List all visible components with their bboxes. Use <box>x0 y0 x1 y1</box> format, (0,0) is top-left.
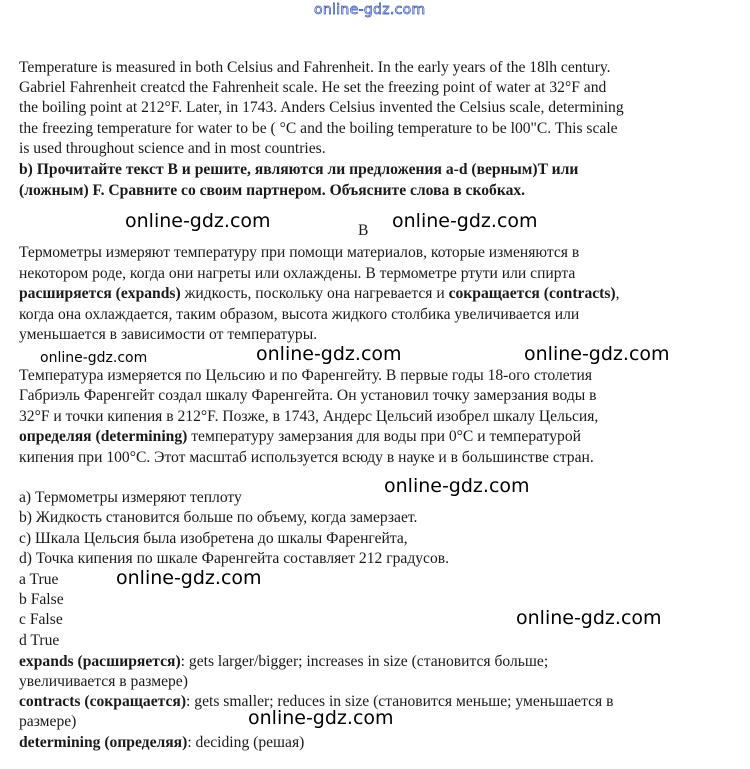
text-b2-line-4-rest: температуру замерзания для воды при 0°C и температурой <box>187 428 581 445</box>
glossary-expands-term: expands (расширяется) <box>19 653 181 670</box>
glossary-determining-term: determining (определяя) <box>19 734 188 751</box>
task-b-line-2: (ложным) F. Сравните со своим партнером. Объясните слова в скобках. <box>19 182 526 199</box>
watermark: online-gdz.com <box>40 350 148 366</box>
text-b2-line-2: Габриэль Фаренгейт создал шкалу Фаренгейта. Он установил точку замерзания воды в <box>19 387 597 404</box>
term-expands: расширяется (expands) <box>19 285 181 302</box>
statement-b: b) Жидкость становится больше по объему, когда замерзает. <box>19 509 418 526</box>
text-b1-line-3 <box>19 284 620 304</box>
term-contracts: сокращается (contracts) <box>448 285 616 302</box>
english-line-1: Temperature is measured in both Celsius and Fahrenheit. In the early years of the 18lh century. <box>19 59 611 76</box>
watermark: online-gdz.com <box>256 343 402 365</box>
answer-c: c False <box>19 611 63 628</box>
watermark: online-gdz.com <box>125 210 271 232</box>
watermark: online-gdz.com <box>524 343 670 365</box>
watermark: online-gdz.com <box>248 707 394 729</box>
text-b2-line-4 <box>19 427 581 447</box>
watermark: online-gdz.com <box>116 567 262 589</box>
statement-c: c) Шкала Цельсия была изобретена до шкалы Фаренгейта, <box>19 530 408 547</box>
text-b1-line-3-end: , <box>615 285 620 302</box>
glossary-determining-def: : deciding (решая) <box>187 734 305 751</box>
statement-d: d) Точка кипения по шкале Фаренгейта составляет 212 градусов. <box>19 550 450 567</box>
glossary-expands-def: : gets larger/bigger; increases in size (становится больше; <box>180 653 549 670</box>
text-b1-line-5: уменьшается в зависимости от температуры. <box>19 326 318 343</box>
text-b1-line-2: некотором роде, когда они нагреты или охлаждены. В термометре ртути или спирта <box>19 265 576 282</box>
english-line-4: the freezing temperature for water to be ( °C and the boiling temperature to be l00"C. This scale <box>19 120 618 137</box>
statement-a: a) Термометры измеряют теплоту <box>19 489 242 506</box>
text-b2-line-5: кипения при 100°C. Этот масштаб используется всюду в науке и в большинстве стран. <box>19 449 594 466</box>
answer-d: d True <box>19 632 60 649</box>
glossary-contracts-cont: размере) <box>19 713 77 730</box>
glossary-expands-cont: увеличивается в размере) <box>19 673 188 690</box>
watermark-top: online-gdz.com <box>314 2 426 18</box>
glossary-determining <box>19 733 304 753</box>
watermark: online-gdz.com <box>392 210 538 232</box>
answer-b: b False <box>19 591 64 608</box>
term-determining: определяя (determining) <box>19 428 188 445</box>
watermark: online-gdz.com <box>516 607 662 629</box>
section-label: B <box>358 222 369 239</box>
glossary-contracts-def: : gets smaller; reduces in size (становится меньше; уменьшается в <box>186 693 614 710</box>
watermark: online-gdz.com <box>384 475 530 497</box>
glossary-expands <box>19 652 548 672</box>
answer-a: a True <box>19 571 59 588</box>
glossary-contracts-term: contracts (сокращается) <box>19 693 187 710</box>
text-b1-line-4: когда она охлаждается, таким образом, высота жидкого столбика увеличивается или <box>19 306 580 323</box>
text-b1-line-3-mid: жидкость, поскольку она нагревается и <box>180 285 449 302</box>
task-b-line-1: b) Прочитайте текст B и решите, являются ли предложения a-d (верным)T или <box>19 161 579 178</box>
text-b2-line-3: 32°F и точки кипения в 212°F. Позже, в 1743, Андерс Цельсий изобрел шкалу Цельсия, <box>19 408 599 425</box>
text-b1-line-1: Термометры измеряют температуру при помощи материалов, которые изменяются в <box>19 244 580 261</box>
english-line-5: is used throughout science and in most countries. <box>19 140 326 157</box>
english-line-2: Gabriel Fahrenheit creatcd the Fahrenheit scale. He set the freezing point of water at 32°F and <box>19 79 607 96</box>
english-line-3: the boiling point at 212°F. Later, in 1743. Anders Celsius invented the Celsius scale, determining <box>19 99 624 116</box>
text-b2-line-1: Температура измеряется по Цельсию и по Фаренгейту. В первые годы 18-ого столетия <box>19 367 593 384</box>
